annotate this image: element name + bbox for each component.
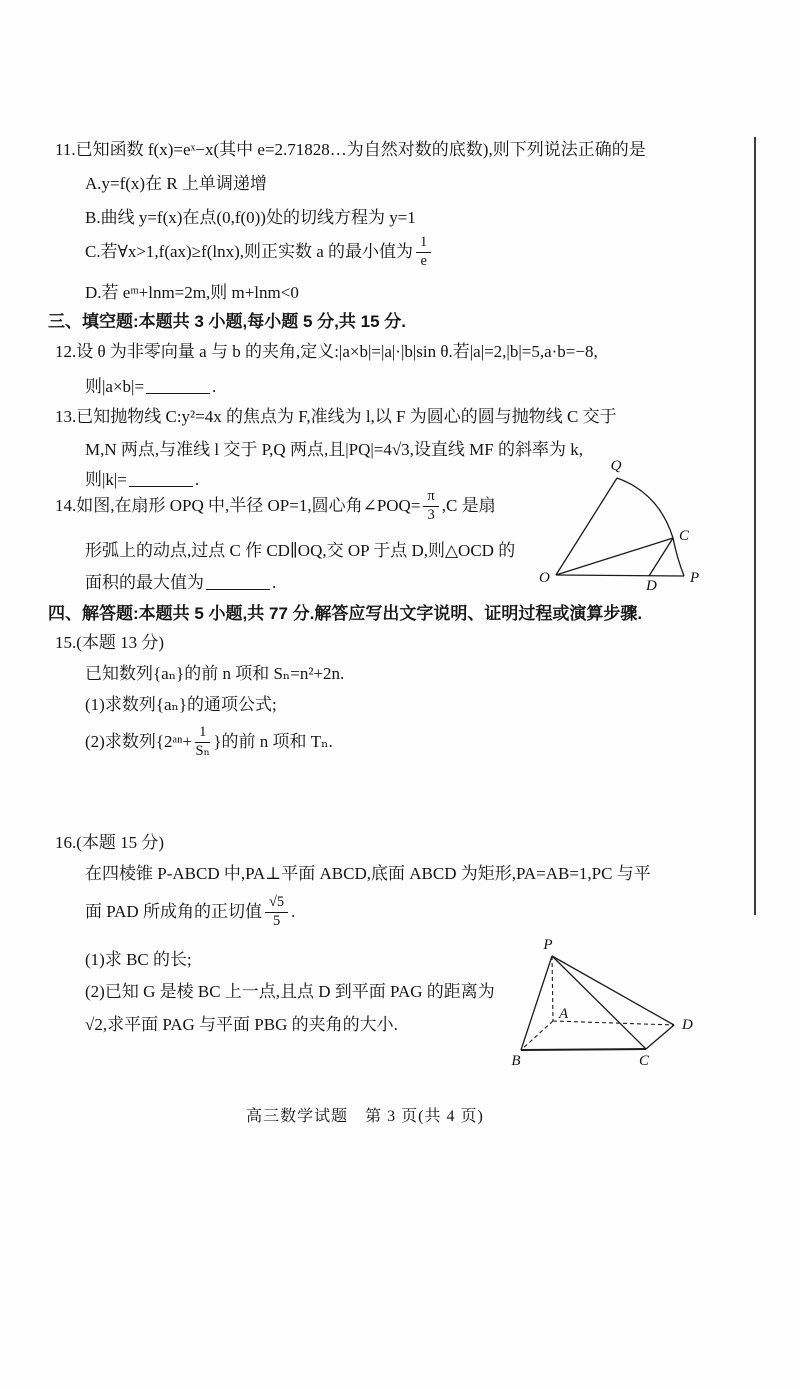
q11-option-c-text: C.若∀x>1,f(ax)≥f(lnx),则正实数 a 的最小值为 [85, 241, 414, 261]
q15-header: 15.(本题 13 分) [55, 633, 165, 652]
q12-line2-text: 则|a×b|= [85, 377, 145, 396]
pyramid-edge-bc [521, 1049, 646, 1050]
q13-line3-text: 则|k|= [85, 470, 127, 489]
pyramid-edge-ad-dashed [553, 1021, 674, 1025]
q13-line2: M,N 两点,与准线 l 交于 P,Q 两点,且|PQ|=4√3,设直线 MF 的斜率为 k, [85, 440, 583, 459]
q13-line3-period: . [194, 470, 200, 489]
q16-part1: (1)求 BC 的长; [85, 950, 192, 969]
q15-part2 [85, 718, 333, 766]
section-answer-header: 四、解答题:本题共 5 小题,共 77 分.解答应写出文字说明、证明过程或演算步骤. [48, 604, 643, 623]
fraction-one-over-e: $\frac{1}{e}$ [416, 235, 431, 268]
q16-label-b: B [511, 1053, 521, 1069]
q16-line1: 在四棱锥 P-ABCD 中,PA⊥平面 ABCD,底面 ABCD 为矩形,PA=AB=1,PC 与平 [85, 864, 651, 883]
q11-option-a: A.y=f(x)在 R 上单调递增 [85, 174, 267, 193]
fraction-one-over-sn: $\frac{1}{\text{Sₙ}}$ [195, 724, 210, 759]
q14-label-q: Q [610, 458, 622, 474]
q16-label-a: A [559, 1006, 569, 1022]
q15-line1: 已知数列{aₙ}的前 n 项和 Sₙ=n²+2n. [85, 664, 345, 683]
q15-part2-tail: }的前 n 项和 Tₙ. [213, 731, 333, 751]
q12-answer-blank [146, 380, 210, 394]
q14-line3-text: 面积的最大值为 [85, 573, 204, 592]
q14-line1 [55, 484, 496, 528]
q11-option-d: D.若 eᵐ+lnm=2m,则 m+lnm<0 [85, 283, 299, 302]
q14-label-d: D [646, 578, 657, 592]
q11-stem: 11.已知函数 f(x)=eˣ−x(其中 e=2.71828…为自然对数的底数),则下列说法正确的是 [55, 140, 646, 159]
q12-line2 [85, 377, 216, 397]
section-fill-in-header: 三、填空题:本题共 3 小题,每小题 5 分,共 15 分. [48, 312, 406, 331]
q13-line1: 13.已知抛物线 C:y²=4x 的焦点为 F,准线为 l,以 F 为圆心的圆与抛物线 C 交于 [55, 407, 617, 426]
q11-option-c [85, 230, 434, 274]
q16-part2-line2: √2,求平面 PAG 与平面 PBG 的夹角的大小. [85, 1015, 398, 1034]
pyramid-edge-pd [552, 956, 674, 1025]
pyramid-edge-cd [646, 1025, 674, 1049]
q14-line1-tail: ,C 是扇 [441, 495, 496, 515]
q14-line3-period: . [272, 573, 277, 592]
q14-sector-figure [528, 452, 708, 592]
q14-label-p: P [690, 570, 700, 586]
q16-line2-tail: . [291, 901, 296, 921]
q16-label-p: P [543, 937, 553, 953]
fraction-sqrt5-over-5: $\frac{√5}{5}$ [265, 895, 288, 928]
q16-part2-line1: (2)已知 G 是棱 BC 上一点,且点 D 到平面 PAG 的距离为 [85, 982, 495, 1001]
q16-header: 16.(本题 15 分) [55, 833, 165, 852]
q12-line1: 12.设 θ 为非零向量 a 与 b 的夹角,定义:|a×b|=|a|·|b|sin θ.若|a|=2,|b|=5,a·b=−8, [55, 342, 598, 361]
q14-answer-blank [206, 576, 270, 590]
q14-label-o: O [539, 570, 550, 586]
q11-option-b: B.曲线 y=f(x)在点(0,f(0))处的切线方程为 y=1 [85, 208, 416, 227]
q12-line2-period: . [212, 377, 217, 396]
q16-label-c: C [638, 1053, 650, 1069]
fraction-pi-over-3: $\frac{\pi}{3}$ [423, 489, 438, 522]
q16-line2-text: 面 PAD 所成角的正切值 [85, 901, 262, 921]
sector-segment-oc [556, 538, 673, 575]
q16-pyramid-figure [486, 936, 716, 1071]
sector-segment-cd [649, 538, 673, 576]
sector-radius-op [556, 575, 684, 576]
pyramid-edge-pa-dashed [552, 956, 553, 1021]
q16-label-d: D [682, 1017, 693, 1033]
pyramid-edge-pc [552, 956, 646, 1049]
q16-line2 [85, 888, 295, 936]
q14-line1-text: 14.如图,在扇形 OPQ 中,半径 OP=1,圆心角∠POQ= [55, 495, 421, 515]
q14-line3 [85, 573, 276, 593]
sector-arc-qp [617, 478, 684, 576]
q15-part2-text: (2)求数列{2ᵃⁿ+ [85, 731, 193, 751]
q14-label-c: C [679, 528, 690, 544]
q15-part1: (1)求数列{aₙ}的通项公式; [85, 695, 277, 714]
q14-line2: 形弧上的动点,过点 C 作 CD∥OQ,交 OP 于点 D,则△OCD 的 [85, 541, 516, 560]
sector-radius-oq [556, 478, 617, 575]
scan-edge-line [754, 137, 756, 915]
page-footer: 高三数学试题 第 3 页(共 4 页) [246, 1108, 484, 1125]
